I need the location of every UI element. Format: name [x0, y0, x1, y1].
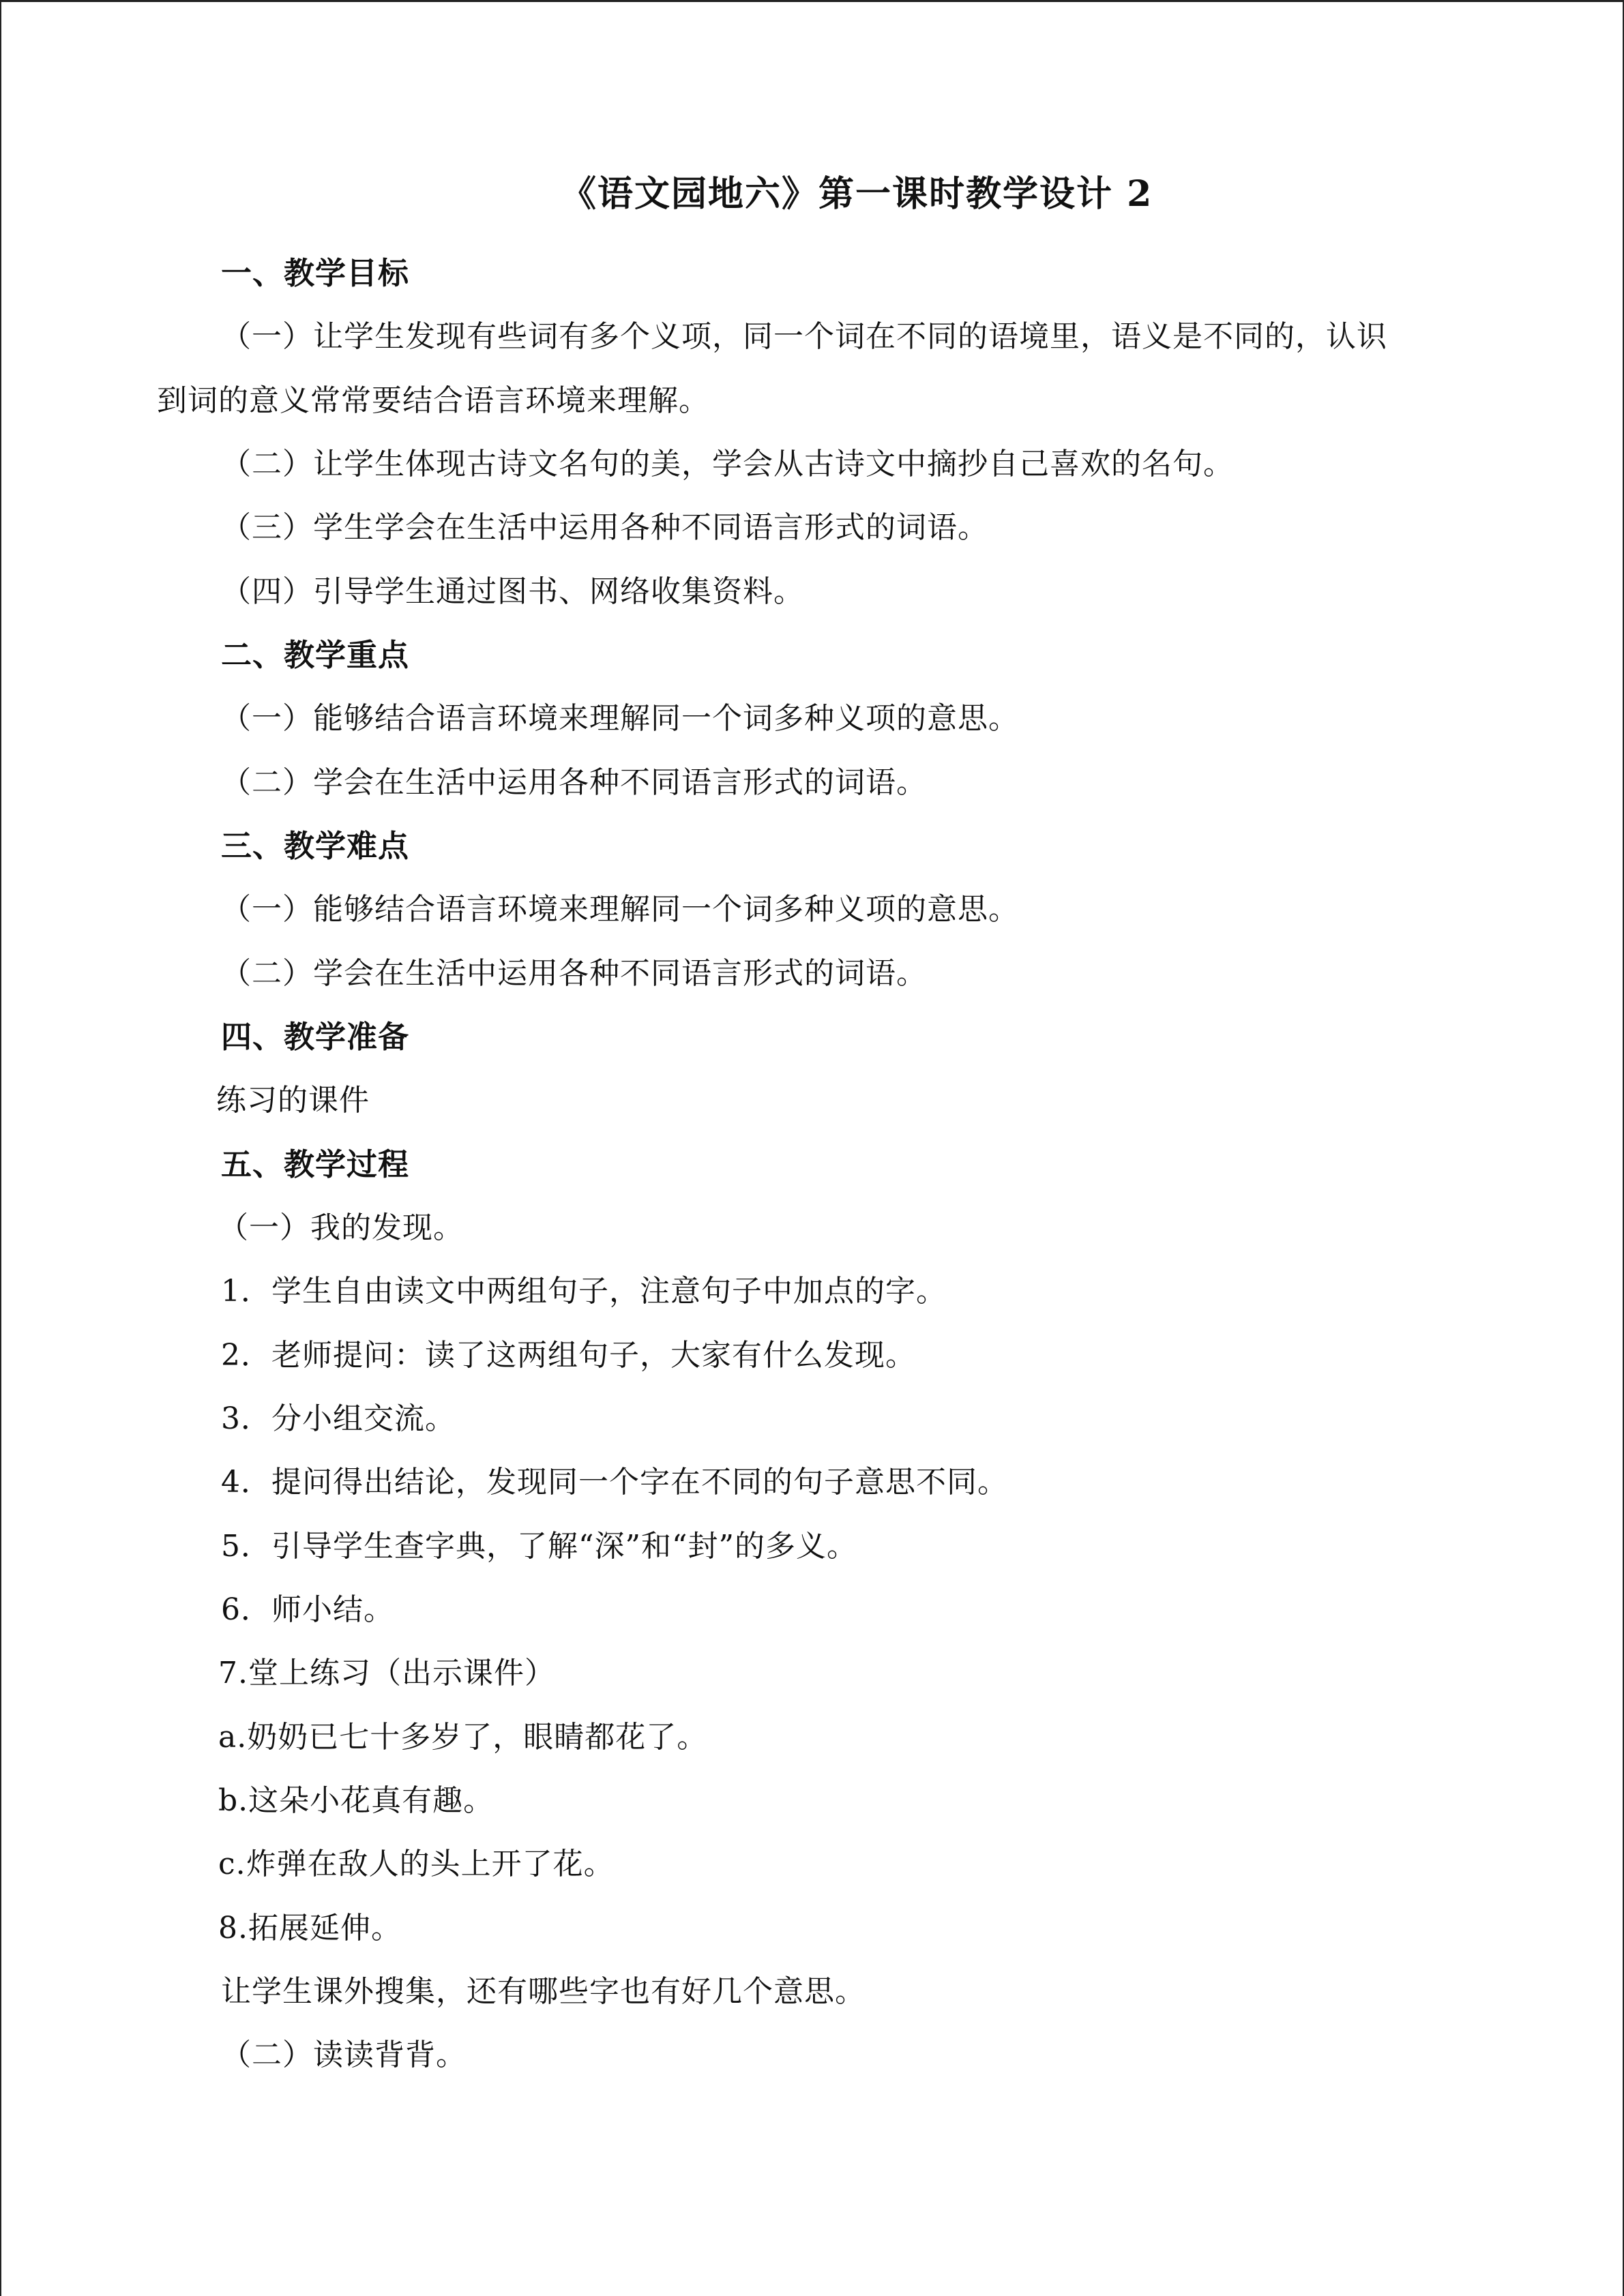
paragraph: 到词的意义常常要结合语言环境来理解。 [157, 383, 709, 418]
paragraph: （一）能够结合语言环境来理解同一个词多种义项的意思。 [221, 892, 1019, 927]
section-heading-key-points: 二、教学重点 [221, 637, 410, 673]
section-heading-process: 五、教学过程 [221, 1146, 410, 1182]
paragraph: （一）我的发现。 [218, 1210, 464, 1245]
list-item: 1．学生自由读文中两组句子，注意句子中加点的字。 [221, 1274, 947, 1309]
list-item: 6．师小结。 [221, 1592, 394, 1627]
paragraph: （四）引导学生通过图书、网络收集资料。 [221, 574, 804, 609]
section-heading-difficulties: 三、教学难点 [221, 828, 410, 864]
paragraph: （二）学会在生活中运用各种不同语言形式的词语。 [221, 765, 927, 800]
paragraph: （二）学会在生活中运用各种不同语言形式的词语。 [221, 956, 927, 991]
list-item: 3．分小组交流。 [221, 1401, 456, 1436]
paragraph: （一）能够结合语言环境来理解同一个词多种义项的意思。 [221, 701, 1019, 736]
section-heading-objectives: 一、教学目标 [221, 255, 410, 291]
list-item: 2．老师提问：读了这两组句子，大家有什么发现。 [221, 1338, 916, 1373]
list-item: 7.堂上练习（出示课件） [218, 1656, 555, 1690]
section-heading-preparation: 四、教学准备 [221, 1019, 410, 1055]
list-item: c.炸弹在敌人的头上开了花。 [218, 1847, 615, 1881]
paragraph: 让学生课外搜集，还有哪些字也有好几个意思。 [221, 1974, 866, 2009]
list-item: 8.拓展延伸。 [218, 1911, 402, 1945]
paragraph: （三）学生学会在生活中运用各种不同语言形式的词语。 [221, 510, 988, 545]
paragraph: 练习的课件 [216, 1083, 370, 1118]
document-title: 《语文园地六》第一课时教学设计 2 [561, 173, 1153, 215]
paragraph: （二）读读背背。 [221, 2038, 467, 2072]
list-item: a.奶奶已七十多岁了，眼睛都花了。 [218, 1720, 708, 1755]
paragraph: （一）让学生发现有些词有多个义项，同一个词在不同的语境里，语义是不同的，认识 [221, 319, 1387, 354]
list-item: b.这朵小花真有趣。 [218, 1783, 494, 1818]
list-item: 4．提问得出结论，发现同一个字在不同的句子意思不同。 [221, 1465, 1008, 1500]
list-item: 5．引导学生查字典，了解“深”和“封”的多义。 [221, 1529, 857, 1564]
paragraph: （二）让学生体现古诗文名句的美，学会从古诗文中摘抄自己喜欢的名句。 [221, 447, 1234, 481]
